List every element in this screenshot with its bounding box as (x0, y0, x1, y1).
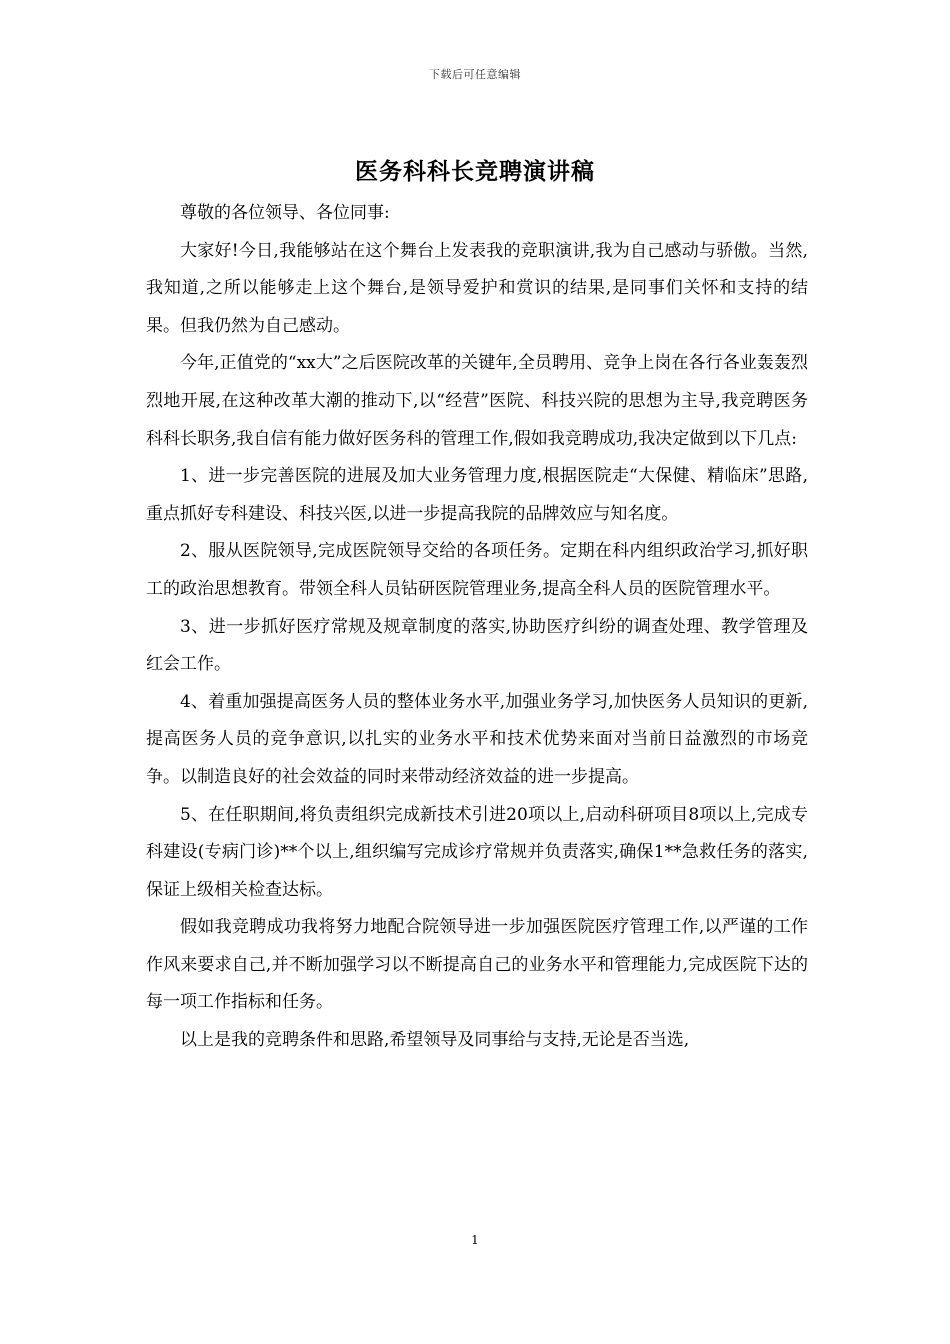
list-paragraph-2: 2、服从医院领导,完成医院领导交给的各项任务。定期在科内组织政治学习,抓好职工的政治思想教育。带领全科人员钻研医院管理业务,提高全科人员的医院管理水平。 (146, 541, 808, 599)
document-title: 医务科科长竞聘演讲稿 (355, 158, 595, 185)
page-number: 1 (471, 1233, 479, 1247)
body-paragraph: 以上是我的竞聘条件和思路,希望领导及同事给与支持,无论是否当选, (180, 1030, 690, 1051)
salutation-paragraph: 尊敬的各位领导、各位同事: (180, 203, 390, 223)
body-paragraph: 假如我竞聘成功我将努力地配合院领导进一步加强医院医疗管理工作,以严谨的工作作风来要求自己,并不断加强学习以不断提高自己的业务水平和管理能力,完成医院下达的每一项工作指标和任务。 (146, 917, 808, 1013)
body-paragraph: 大家好!今日,我能够站在这个舞台上发表我的竞职演讲,我为自己感动与骄傲。当然,我知道,之所以能够走上这个舞台,是领导爱护和赏识的结果,是同事们关怀和支持的结果。但我仍然为自己感动。 (146, 240, 808, 336)
list-paragraph-4: 4、着重加强提高医务人员的整体业务水平,加强业务学习,加快医务人员知识的更新,提高医务人员的竞争意识,以扎实的业务水平和技术优势来面对当前日益激烈的市场竞争。以制造良好的社会效益的同时来带动经济效益的进一步提高。 (146, 691, 808, 787)
list-paragraph-1: 1、进一步完善医院的进展及加大业务管理力度,根据医院走“大保健、精临床”思路,重点抓好专科建设、科技兴医,以进一步提高我院的品牌效应与知名度。 (146, 466, 808, 524)
header-note: 下载后可任意编辑 (429, 68, 521, 81)
list-paragraph-5: 5、在任职期间,将负责组织完成新技术引进20项以上,启动科研项目8项以上,完成专科建设(专病门诊)**个以上,组织编写完成诊疗常规并负责落实,确保1**急救任务的落实,保证上级相关检查达标。 (146, 804, 808, 900)
list-paragraph-3: 3、进一步抓好医疗常规及规章制度的落实,协助医疗纠纷的调查处理、教学管理及红会工作。 (146, 616, 808, 675)
body-paragraph: 今年,正值党的“xx大”之后医院改革的关键年,全员聘用、竞争上岗在各行各业轰轰烈烈地开展,在这种改革大潮的推动下,以“经营”医院、科技兴院的思想为主导,我竞聘医务科科长职务,我自信有能力做好医务科的管理工作,假如我竞聘成功,我决定做到以下几点: (146, 353, 808, 449)
document-body (146, 195, 808, 1060)
